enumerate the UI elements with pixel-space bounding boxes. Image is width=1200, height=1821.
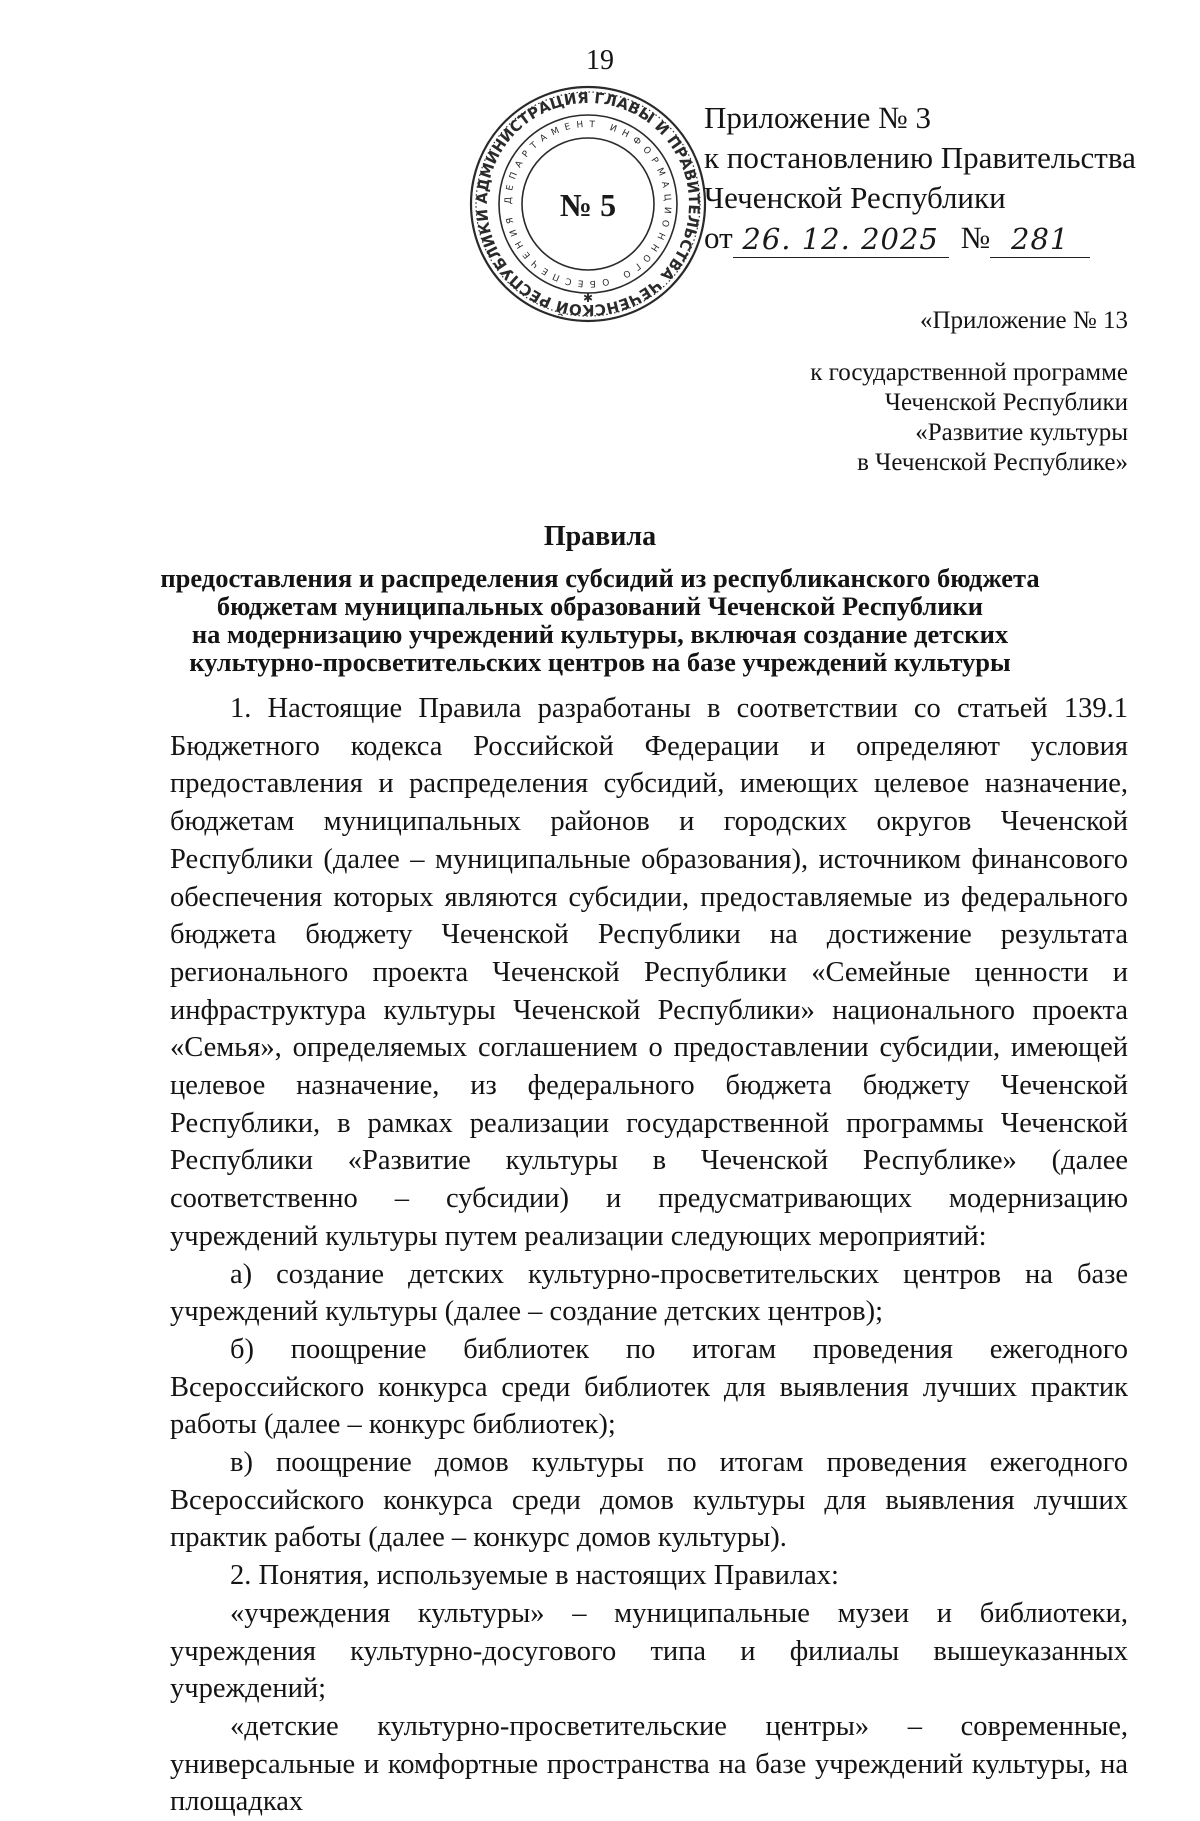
handwritten-date: 26. 12. 2025 [733,221,949,258]
amendment-title: «Приложение № 13 [919,307,1128,334]
paragraph-2: 2. Понятия, используемые в настоящих Правилах: [230,1560,839,1592]
seal-star-icon: ✱ [582,291,594,305]
amendment-line: Чеченской Республики [884,389,1128,416]
paragraph-1: 1. Настоящие Правила разработаны в соответствии со статьей 139.1 Бюджетного кодекса Российской Федерации и определяют условия предоставления и распределения субсидий, имеющих целевое назначение, бюджетам муниципальных районов и городских округов Чеченской Республики (далее – муниципальные образования), источником финансового обеспечения которых являются субсидии, предоставляемые из федерального бюджета бюджету Чеченской Республики на достижение результата регионального проекта Чеченской Республики «Семейные ценности и инфраструктура культуры Чеченской Республики» национального проекта «Семья», определяемых соглашением о предоставлении субсидии, имеющей целевое назначение, из федерального бюджета бюджету Чеченской Республики, в рамках реализации государственной программы Чеченской Республики «Развитие культуры в Чеченской Республике» (далее соответственно – субсидии) и предусматривающих модернизацию учреждений культуры путем реализации следующих мероприятий: [170,693,1128,1252]
amendment-header [608,306,1128,478]
number-prefix: № [960,220,991,255]
title-line: бюджетам муниципальных образований Чеченской Республики [216,591,984,621]
appendix-republic: Чеченской Республики [704,180,1006,215]
amendment-line: в Чеченской Республике» [857,449,1128,476]
paragraph-b: б) поощрение библиотек по итогам проведения ежегодного Всероссийского конкурса среди библиотек для выявления лучших практик работы (далее – конкурс библиотек); [170,1333,1128,1441]
paragraph-c: в) поощрение домов культуры по итогам проведения ежегодного Всероссийского конкурса среди домов культуры для выявления лучших практик работы (далее – конкурс домов культуры). [170,1447,1128,1554]
amendment-line: «Развитие культуры [915,419,1128,446]
title-line: культурно-просветительских центров на базе учреждений культуры [189,647,1011,677]
appendix-resolution: к постановлению Правительства [704,140,1136,175]
amendment-line: к государственной программе [810,359,1128,386]
title-main: Правила [543,521,657,552]
definition-institutions: «учреждения культуры» – муниципальные музеи и библиотеки, учреждения культурно-досугового типа и филиалы вышеуказанных учреждений; [170,1597,1128,1705]
date-prefix: от [704,220,733,255]
handwritten-number: 281 [990,221,1090,258]
definition-centers: «детские культурно-просветительские центры» – современные, универсальные и комфортные пространства на базе учреждений культуры, на площадках [170,1710,1128,1818]
appendix-header [704,98,1144,258]
appendix-title: Приложение № 3 [704,100,931,135]
page-number: 19 [586,45,614,76]
seal-outer-text: АДМИНИСТРАЦИЯ ГЛАВЫ И ПРАВИТЕЛЬСТВА ЧЕЧЕНСКОЙ РЕСПУБЛИКИ [472,88,704,320]
seal-number: № 5 [559,187,617,223]
title-line: на модернизацию учреждений культуры, включая создание детских [191,619,1009,649]
official-seal [468,84,708,324]
seal-inner-text: ДЕПАРТАМЕНТ ИНФОРМАЦИОННОГО ОБЕСПЕЧЕНИЯ [503,119,673,289]
paragraph-a: а) создание детских культурно-просветительских центров на базе учреждений культуры (далее – создание детских центров); [170,1258,1128,1328]
appendix-date-line [704,218,1144,258]
document-title [150,520,1050,676]
title-line: предоставления и распределения субсидий из республиканского бюджета [160,563,1040,593]
document-body [170,690,1128,1821]
